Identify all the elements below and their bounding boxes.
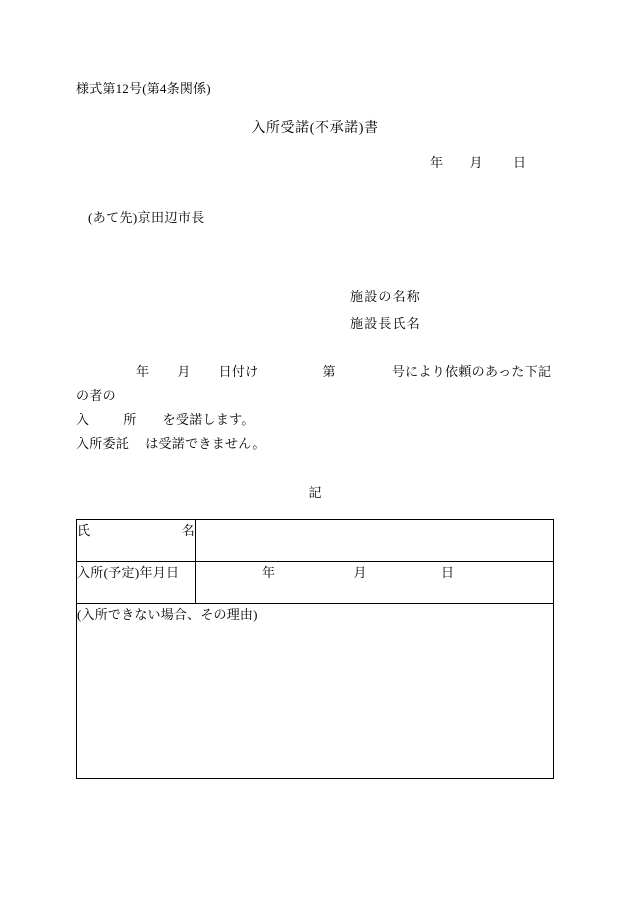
form-number: 様式第12号(第4条関係)	[76, 81, 211, 96]
admission-month-label: 月	[353, 565, 368, 580]
issue-date-year-label: 年	[430, 155, 444, 170]
body-number-prefix: 第	[322, 364, 336, 379]
admission-day-label: 日	[441, 565, 455, 580]
issue-date-month-label: 月	[469, 155, 484, 170]
name-label-cell	[77, 520, 196, 562]
facility-block	[350, 283, 421, 337]
body-number-suffix: 号により依頼のあった下記の者の	[76, 364, 552, 403]
info-table	[76, 519, 554, 779]
body-month-label: 月	[177, 364, 191, 379]
body-accept-c: を受諾します。	[162, 412, 255, 427]
issue-date-day-label: 日	[513, 155, 527, 170]
addressee-line: (あて先)京田辺市長	[88, 210, 205, 225]
name-label-b: 名	[181, 523, 195, 538]
body-accept-b: 所	[123, 412, 137, 427]
table-row	[77, 562, 554, 604]
body-decline-a: 入所委託	[76, 436, 130, 451]
ki-mark: 記	[308, 485, 322, 500]
admission-year-label: 年	[262, 565, 276, 580]
issue-date-line	[430, 152, 527, 171]
reason-cell[interactable]: (入所できない場合、その理由)	[77, 604, 554, 779]
body-year-label: 年	[136, 364, 150, 379]
name-label-a: 氏	[77, 523, 91, 538]
admission-date-value-cell[interactable]	[196, 562, 554, 604]
admission-date-label-cell: 入所(予定)年月日	[77, 562, 196, 604]
name-value-cell[interactable]	[196, 520, 554, 562]
table-row	[77, 520, 554, 562]
body-dated-label: 日付け	[218, 364, 259, 379]
facility-name-label: 施設の名称	[350, 289, 422, 304]
facility-director-label: 施設長氏名	[350, 316, 422, 331]
body-paragraph	[76, 360, 554, 456]
body-accept-a: 入	[76, 412, 90, 427]
body-line-2	[76, 408, 554, 432]
body-line-3	[76, 432, 554, 456]
body-decline-b: は受諾できません。	[145, 436, 266, 451]
document-title: 入所受諾(不承諾)書	[251, 121, 379, 136]
table-row	[77, 604, 554, 779]
body-line-1	[76, 360, 554, 408]
